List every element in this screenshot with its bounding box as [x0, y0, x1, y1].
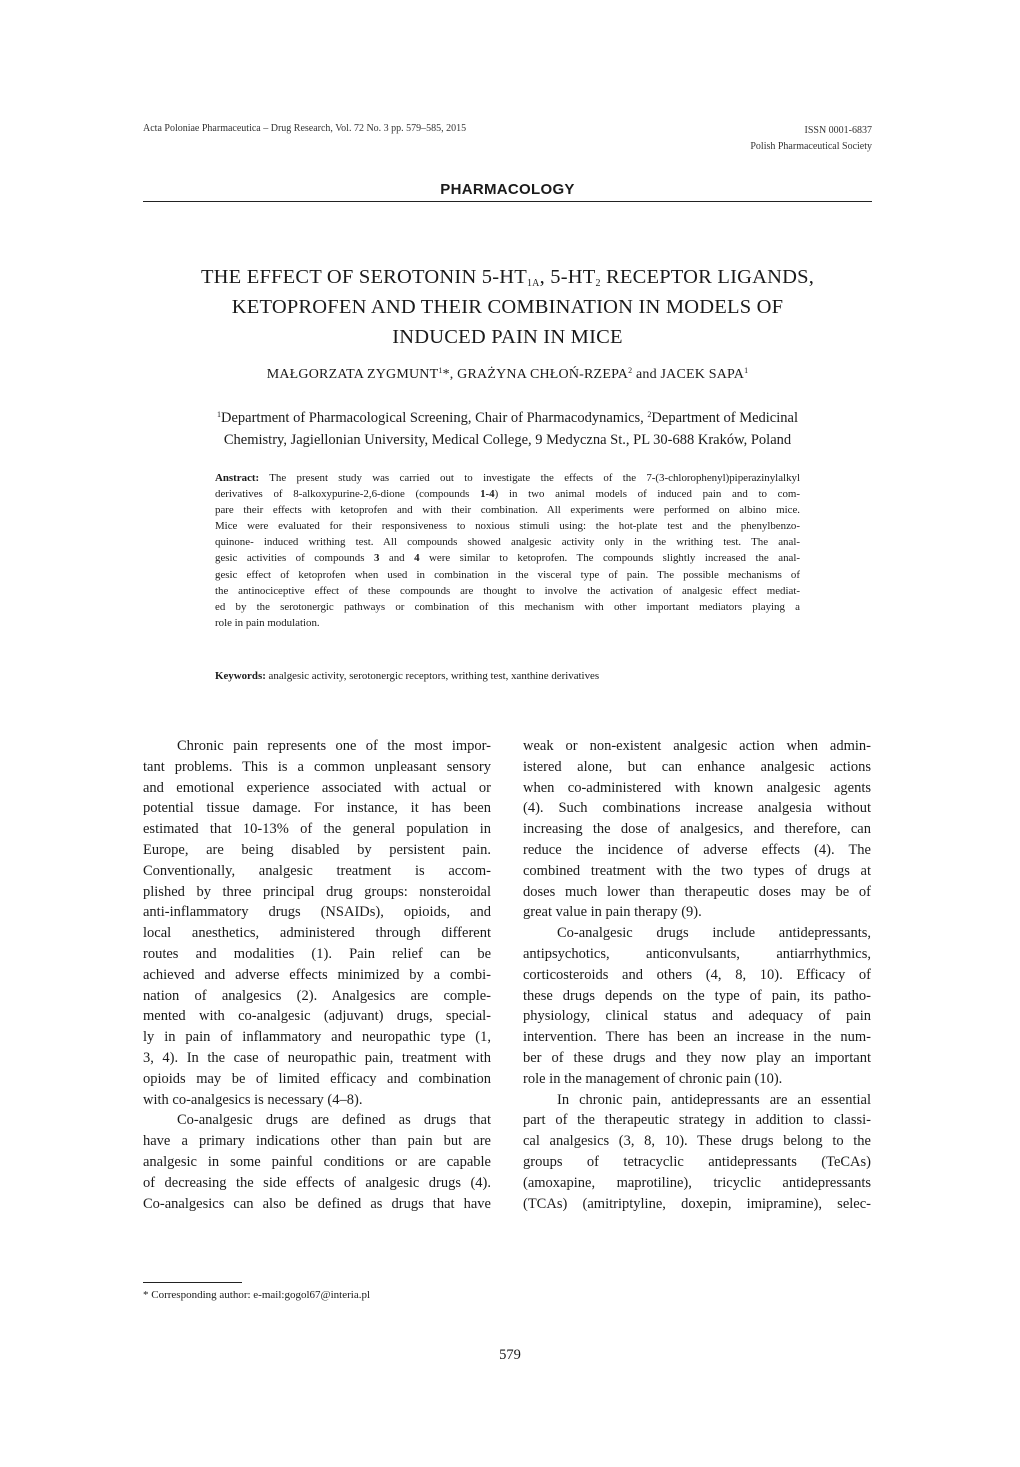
page-number: 579	[499, 1347, 521, 1363]
abstract-line: the antinociceptive effect of these compounds are thought to involve the activation of analgesic effect mediat-	[215, 584, 800, 597]
journal-meta	[750, 123, 872, 155]
body-line: 3, 4). In the case of neuropathic pain, treatment with	[143, 1049, 491, 1066]
body-line: these drugs depends on the type of pain, its patho-	[523, 987, 871, 1004]
body-line: (amoxapine, maprotiline), tricyclic antidepressants	[523, 1174, 871, 1191]
body-line: opioids may be of limited efficacy and combination	[143, 1070, 491, 1087]
keywords-text: analgesic activity, serotonergic receptors, writhing test, xanthine derivatives	[265, 670, 600, 682]
body-column-left	[143, 736, 491, 1214]
body-line: role in the management of chronic pain (10).	[523, 1070, 783, 1087]
body-line: with co-analgesics is necessary (4–8).	[143, 1091, 363, 1108]
body-line: Conventionally, analgesic treatment is accom-	[143, 862, 491, 879]
abstract-line: role in pain modulation.	[215, 616, 320, 629]
society: Polish Pharmaceutical Society	[750, 141, 872, 152]
body-line: local anesthetics, administered through different	[143, 925, 491, 942]
body-line: anti-inflammatory drugs (NSAIDs), opioids, and	[143, 904, 491, 921]
body-line: istered alone, but can enhance analgesic actions	[523, 758, 871, 775]
body-line: Europe, are being disabled by persistent pain.	[143, 841, 491, 858]
body-line: mented with co-analgesic (adjuvant) drugs, special-	[143, 1008, 491, 1025]
body-column-right	[523, 736, 871, 1214]
body-line: ly in pain of inflammatory and neuropathic type (1,	[143, 1029, 491, 1046]
body-line: when co-administered with known analgesic agents	[523, 779, 871, 796]
keywords-label: Keywords:	[215, 670, 266, 682]
body-line: intervention. There has been an increase in the num-	[523, 1029, 871, 1046]
abstract-line: quinone- induced writhing test. All compounds showed analgesic activity only in the writhing test. The anal-	[215, 536, 800, 549]
body-line: nation of analgesics (2). Analgesics are comple-	[143, 987, 491, 1004]
abstract-line: derivatives of 8-alkoxypurine-2,6-dione (compounds 1-4) in two animal models of induced pain and to com-	[215, 488, 801, 501]
section-divider	[143, 201, 872, 202]
body-line: weak or non-existent analgesic action when admin-	[523, 738, 871, 754]
corresponding-author-footnote: * Corresponding author: e-mail:gogol67@interia.pl	[143, 1289, 371, 1301]
abstract-label: Anstract:	[215, 472, 260, 484]
body-line: tant problems. This is a common unpleasant sensory	[143, 758, 491, 775]
body-line: have a primary indications other than pain but are	[143, 1133, 491, 1150]
affiliation-line-2: Chemistry, Jagiellonian University, Medical College, 9 Medyczna St., PL 30-688 Kraków, Poland	[223, 432, 792, 448]
body-line: part of the therapeutic strategy in addition to classi-	[523, 1112, 871, 1129]
body-line: cal analgesics (3, 8, 10). These drugs belong to the	[523, 1133, 871, 1150]
body-line: of decreasing the side effects of analgesic drugs (4).	[143, 1174, 491, 1191]
body-line: achieved and adverse effects minimized by a combi-	[143, 966, 491, 983]
body-line: analgesic in some painful conditions or are capable	[143, 1153, 491, 1170]
body-line: corticosteroids and others (4, 8, 10). Efficacy of	[523, 966, 871, 983]
section-heading: PHARMACOLOGY	[440, 181, 575, 198]
title-line-3: INDUCED PAIN IN MICE	[392, 326, 623, 348]
body-line: combined treatment with the two types of drugs at	[523, 862, 871, 879]
abstract-line: ed by the serotonergic pathways or combination of this mechanism with other important mediators playing a	[215, 600, 800, 613]
abstract-line: gesic effect of ketoprofen when used in combination in the visceral type of pain. The possible mechanisms of	[215, 568, 800, 581]
keywords	[215, 670, 599, 682]
body-line: reduce the incidence of adverse effects (4). The	[523, 841, 871, 858]
abstract-line: Mice were evaluated for their responsiveness to noxious stimuli using: the hot-plate test and the phenylbenzo-	[215, 520, 800, 533]
body-line: antipsychotics, anticonvulsants, antiarrhythmics,	[523, 945, 871, 962]
abstract-line: gesic activities of compounds 3 and 4 were similar to ketoprofen. The compounds slightly increased the anal-	[215, 552, 800, 565]
body-line: (4). Such combinations increase analgesia without	[523, 800, 871, 817]
issn: ISSN 0001-6837	[804, 125, 872, 136]
body-line: Co-analgesic drugs include antidepressants,	[557, 925, 871, 942]
body-line: groups of tetracyclic antidepressants (TeCAs)	[523, 1153, 871, 1170]
body-line: ber of these drugs and they now play an important	[523, 1049, 871, 1066]
body-line: plished by three principal drug groups: nonsteroidal	[143, 883, 491, 900]
title-line-2: KETOPROFEN AND THEIR COMBINATION IN MODELS OF	[231, 296, 784, 318]
body-line: Chronic pain represents one of the most impor-	[177, 738, 491, 754]
body-line: physiology, clinical status and adequacy of pain	[523, 1008, 871, 1025]
body-line: Co-analgesic drugs are defined as drugs that	[177, 1112, 491, 1129]
body-line: great value in pain therapy (9).	[523, 904, 702, 921]
author-1: MAŁGORZATA ZYGMUNT	[266, 367, 439, 382]
body-line: and emotional experience associated with actual or	[143, 779, 491, 796]
abstract	[215, 470, 800, 631]
body-line: routes and modalities (1). Pain relief can be	[143, 945, 491, 962]
abstract-line: Anstract: The present study was carried out to investigate the effects of the 7-(3-chlorophenyl)piperazinylalkyl	[215, 472, 800, 484]
article-title	[143, 262, 872, 352]
body-line: estimated that 10-13% of the general population in	[143, 821, 491, 838]
journal-header: Acta Poloniae Pharmaceutica – Drug Research, Vol. 72 No. 3 pp. 579–585, 2015	[143, 123, 467, 134]
body-line: potential tissue damage. For instance, it has been	[143, 800, 491, 817]
author-list: MAŁGORZATA ZYGMUNT$^1$*, GRAŻYNA CHŁOŃ-RZEPA$^2$ and JACEK SAPA$^1$	[266, 366, 749, 382]
body-line: (TCAs) (amitriptyline, doxepin, imipramine), selec-	[523, 1195, 871, 1212]
body-line: In chronic pain, antidepressants are an essential	[557, 1091, 871, 1108]
affiliations	[143, 407, 872, 451]
abstract-line: pare their effects with ketoprofen and with their combination. All experiments were performed on albino mice.	[215, 504, 800, 517]
title-line-1: THE EFFECT OF SEROTONIN $5-HT_{1A}$, $5-HT_2$ RECEPTOR LIGANDS,	[200, 266, 815, 289]
footnote-divider	[143, 1282, 242, 1283]
body-line: doses much lower than therapeutic doses may be of	[523, 883, 871, 900]
author-3: JACEK SAPA	[660, 367, 745, 382]
body-line: Co-analgesics can also be defined as drugs that have	[143, 1195, 491, 1212]
author-2: GRAŻYNA CHŁOŃ-RZEPA	[457, 367, 629, 382]
body-line: increasing the dose of analgesics, and therefore, can	[523, 821, 871, 838]
affiliation-line-1: $^1$Department of Pharmacological Screening, Chair of Pharmacodynamics, $^2$Department of Medicinal	[217, 410, 798, 426]
